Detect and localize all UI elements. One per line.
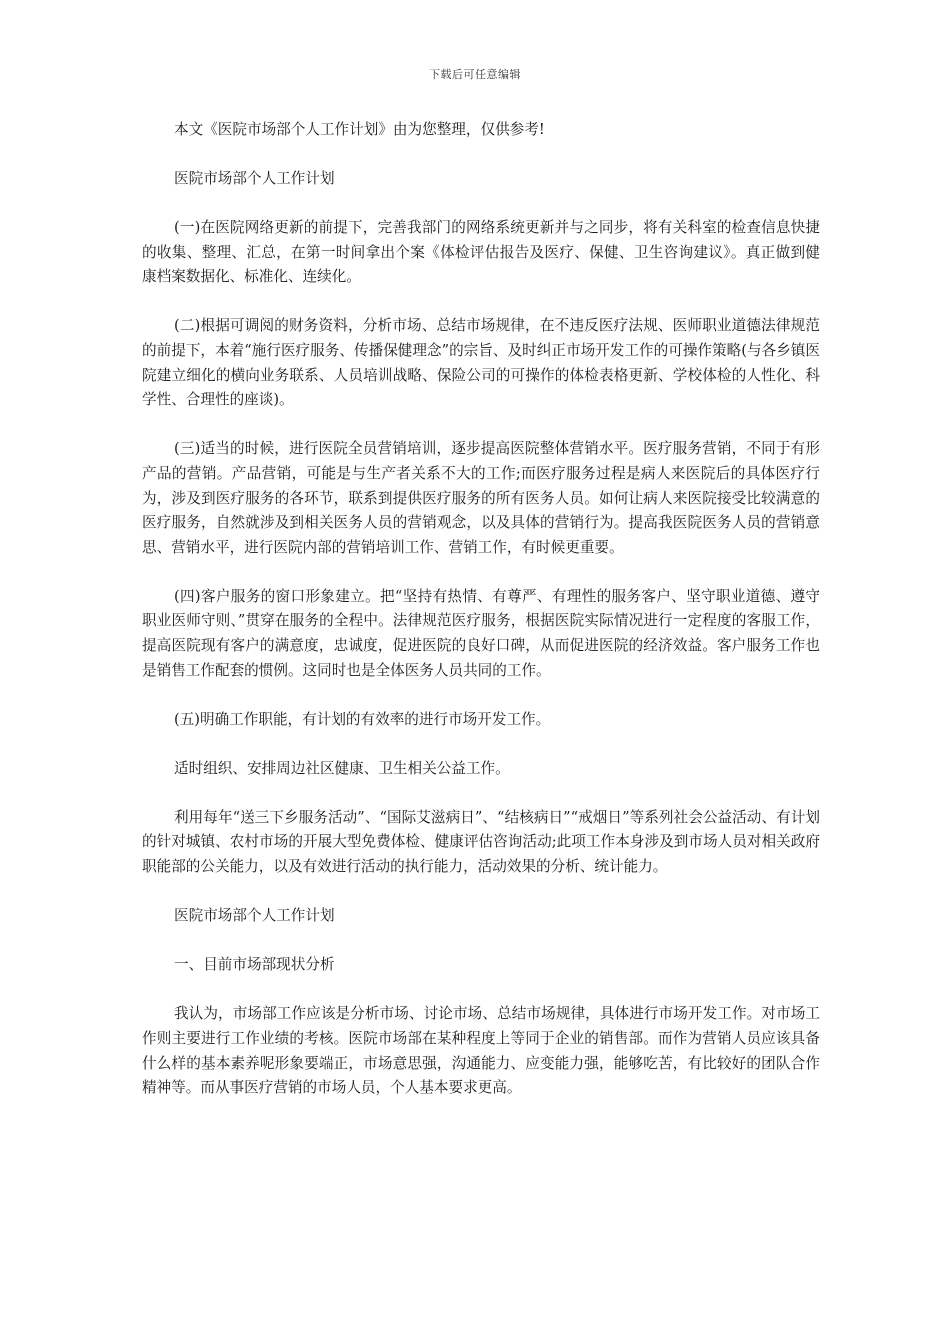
download-note: 下载后可任意编辑 [429,68,521,81]
paragraph-public-welfare: 利用每年“送三下乡服务活动”、“国际艾滋病日”、“结核病日”“戒烟日”等系列社会公益活动、有计划的针对城镇、农村市场的开展大型免费体检、健康评估咨询活动;此项工作本身涉及到市场人员对相关政府职能部的公关能力，以及有效进行活动的执行能力，活动效果的分析、统计能力。 [142,808,820,876]
paragraph-item-2: (二)根据可调阅的财务资料，分析市场、总结市场规律，在不违反医疗法规、医师职业道德法律规范的前提下，本着“施行医疗服务、传播保健理念”的宗旨、及时纠正市场开发工作的可操作策略(与各乡镇医院建立细化的横向业务联系、人员培训战略、保险公司的可操作的体检表格更新、学校体检的人性化、科学性、合理性的座谈)。 [142,317,820,409]
document-body [142,118,820,1125]
paragraph-item-1: (一)在医院网络更新的前提下，完善我部门的网络系统更新并与之同步，将有关科室的检查信息快捷的收集、整理、汇总，在第一时间拿出个案《体检评估报告及医疗、保健、卫生咨询建议》。真正做到健康档案数据化、标准化、连续化。 [142,219,820,286]
paragraph-analysis: 我认为，市场部工作应该是分析市场、讨论市场、总结市场规律，具体进行市场开发工作。对市场工作则主要进行工作业绩的考核。医院市场部在某种程度上等同于企业的销售部。而作为营销人员应该具备什么样的基本素养呢形象要端正，市场意思强，沟通能力、应变能力强，能够吃苦，有比较好的团队合作精神等。而从事医疗营销的市场人员，个人基本要求更高。 [142,1005,820,1097]
heading-current-analysis: 一、目前市场部现状分析 [174,956,335,974]
section-title: 医院市场部个人工作计划 [174,170,335,188]
paragraph-community: 适时组织、安排周边社区健康、卫生相关公益工作。 [174,759,510,777]
intro-paragraph: 本文《医院市场部个人工作计划》由为您整理，仅供参考! [174,121,545,138]
section-title-repeat: 医院市场部个人工作计划 [174,907,335,925]
paragraph-item-5: (五)明确工作职能，有计划的有效率的进行市场开发工作。 [174,710,551,728]
paragraph-item-4: (四)客户服务的窗口形象建立。把“坚持有热情、有尊严、有理性的服务客户、坚守职业道德、遵守职业医师守则、”贯穿在服务的全程中。法律规范医疗服务，根据医院实际情况进行一定程度的客服工作，提高医院现有客户的满意度，忠诚度，促进医院的良好口碑，从而促进医院的经济效益。客户服务工作也是销售工作配套的惯例。这同时也是全体医务人员共同的工作。 [142,587,820,679]
paragraph-item-3: (三)适当的时候，进行医院全员营销培训，逐步提高医院整体营销水平。医疗服务营销，不同于有形产品的营销。产品营销，可能是与生产者关系不大的工作;而医疗服务过程是病人来医院后的具体医疗行为，涉及到医疗服务的各环节，联系到提供医疗服务的所有医务人员。如何让病人来医院接受比较满意的医疗服务，自然就涉及到相关医务人员的营销观念，以及具体的营销行为。提高我医院医务人员的营销意思、营销水平，进行医院内部的营销培训工作、营销工作，有时候更重要。 [142,440,820,556]
